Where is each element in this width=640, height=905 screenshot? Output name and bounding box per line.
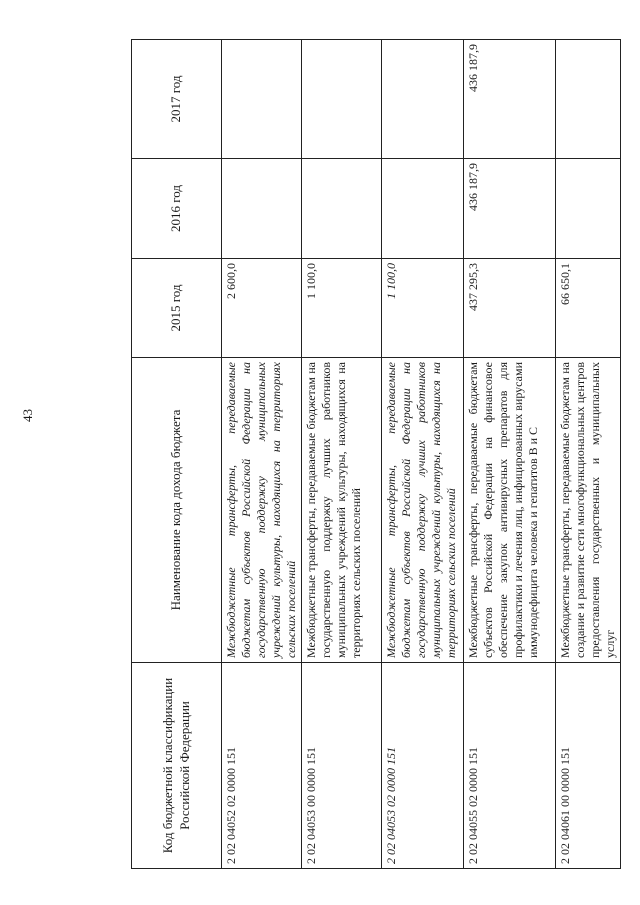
row-2016-value: 436 187,9	[464, 159, 556, 259]
row-2017-value	[556, 40, 621, 159]
row-name: Межбюджетные трансферты, передаваемые бюджетам на создание и развитие сети многофункциональных центров предоставления государственных и муниципальных услуг	[556, 358, 621, 663]
row-2016-value	[556, 159, 621, 259]
row-2016-value	[302, 159, 382, 259]
row-2015-value: 66 650,1	[556, 259, 621, 358]
table-row	[222, 40, 302, 869]
row-code: 2 02 04052 02 0000 151	[222, 663, 302, 869]
header-name: Наименование кода дохода бюджета	[132, 358, 222, 663]
row-2016-value	[382, 159, 464, 259]
row-code: 2 02 04061 00 0000 151	[556, 663, 621, 869]
row-2017-value	[382, 40, 464, 159]
row-code: 2 02 04055 02 0000 151	[464, 663, 556, 869]
row-2017-value	[302, 40, 382, 159]
row-2016-value	[222, 159, 302, 259]
table-row	[382, 40, 464, 869]
table-row	[302, 40, 382, 869]
header-2015: 2015 год	[132, 259, 222, 358]
row-code: 2 02 04053 02 0000 151	[382, 663, 464, 869]
row-2015-value: 437 295,3	[464, 259, 556, 358]
table-row	[464, 40, 556, 869]
budget-revenue-table	[131, 39, 621, 869]
row-name: Межбюджетные трансферты, передаваемые бюджетам субъектов Российской Федерации на государственную поддержку лучших работников муниципальных учреждений культуры, находящихся на территориях сельских поселений	[382, 358, 464, 663]
page-number: 43	[20, 409, 35, 422]
row-code: 2 02 04053 00 0000 151	[302, 663, 382, 869]
row-2015-value: 1 100,0	[302, 259, 382, 358]
header-2016: 2016 год	[132, 159, 222, 259]
row-name: Межбюджетные трансферты, передаваемые бюджетам субъектов Российской Федерации на финансовое обеспечение закупок антивирусных препаратов для профилактики и лечения лиц, инфицированных вирусами иммунодефицита человека и гепатитов B и C	[464, 358, 556, 663]
row-name: Межбюджетные трансферты, передаваемые бюджетам на государственную поддержку лучших работников муниципальных учреждений культуры, находящихся на территориях сельских поселений	[302, 358, 382, 663]
table-row	[556, 40, 621, 869]
row-2015-value: 2 600,0	[222, 259, 302, 358]
row-2017-value: 436 187,9	[464, 40, 556, 159]
table-header-row	[132, 40, 222, 869]
header-2017: 2017 год	[132, 40, 222, 159]
row-2015-value: 1 100,0	[382, 259, 464, 358]
row-2017-value	[222, 40, 302, 159]
row-name: Межбюджетные трансферты, передаваемые бюджетам субъектов Российской Федерации на государственную поддержку муниципальных учреждений культуры, находящихся на территориях сельских поселений	[222, 358, 302, 663]
header-code: Код бюджетной классификации Российской Федерации	[132, 663, 222, 869]
